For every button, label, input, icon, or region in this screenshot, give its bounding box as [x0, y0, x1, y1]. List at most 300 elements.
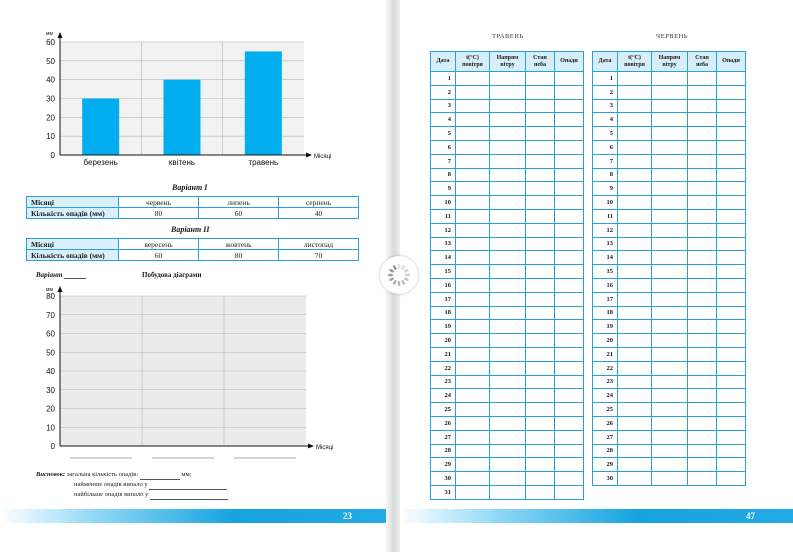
entry-cell[interactable] [618, 85, 652, 99]
table-row [593, 444, 746, 458]
entry-cell[interactable] [490, 430, 526, 444]
footer-band [400, 509, 793, 523]
entry-cell[interactable] [652, 292, 688, 306]
entry-cell[interactable] [618, 320, 652, 334]
entry-cell[interactable] [688, 416, 717, 430]
entry-cell[interactable] [618, 278, 652, 292]
entry-cell[interactable] [652, 196, 688, 210]
entry-cell[interactable] [526, 265, 555, 279]
table-row [593, 154, 746, 168]
entry-cell[interactable] [490, 265, 526, 279]
entry-cell[interactable] [618, 182, 652, 196]
page-number: 23 [343, 511, 352, 521]
entry-cell[interactable] [526, 154, 555, 168]
entry-cell[interactable] [717, 278, 746, 292]
entry-cell[interactable] [490, 292, 526, 306]
entry-cell[interactable] [717, 430, 746, 444]
entry-cell[interactable] [490, 416, 526, 430]
date-cell: 8 [431, 168, 456, 182]
entry-cell[interactable] [526, 223, 555, 237]
entry-cell[interactable] [652, 168, 688, 182]
entry-cell[interactable] [456, 430, 490, 444]
entry-cell[interactable] [456, 306, 490, 320]
entry-cell[interactable] [456, 265, 490, 279]
entry-cell[interactable] [652, 403, 688, 417]
entry-cell[interactable] [555, 168, 584, 182]
date-cell: 30 [593, 472, 618, 486]
entry-cell[interactable] [652, 127, 688, 141]
entry-cell[interactable] [526, 430, 555, 444]
entry-cell[interactable] [618, 403, 652, 417]
entry-cell[interactable] [618, 113, 652, 127]
entry-cell[interactable] [652, 306, 688, 320]
entry-cell[interactable] [456, 458, 490, 472]
entry-cell[interactable] [688, 361, 717, 375]
entry-cell[interactable] [490, 278, 526, 292]
entry-cell[interactable] [490, 347, 526, 361]
entry-cell[interactable] [652, 458, 688, 472]
entry-cell[interactable] [555, 72, 584, 86]
entry-cell[interactable] [555, 223, 584, 237]
entry-cell[interactable] [688, 99, 717, 113]
entry-cell[interactable] [555, 444, 584, 458]
table-row [431, 375, 584, 389]
entry-cell[interactable] [456, 278, 490, 292]
entry-cell[interactable] [717, 458, 746, 472]
entry-cell[interactable] [526, 485, 555, 499]
entry-cell[interactable] [717, 113, 746, 127]
entry-cell[interactable] [688, 265, 717, 279]
entry-cell[interactable] [717, 306, 746, 320]
entry-cell[interactable] [618, 375, 652, 389]
entry-cell[interactable] [717, 182, 746, 196]
entry-cell[interactable] [490, 85, 526, 99]
entry-cell[interactable] [526, 113, 555, 127]
entry-cell[interactable] [688, 444, 717, 458]
entry-cell[interactable] [717, 85, 746, 99]
entry-cell[interactable] [555, 85, 584, 99]
entry-cell[interactable] [526, 444, 555, 458]
entry-cell[interactable] [456, 154, 490, 168]
entry-cell[interactable] [456, 485, 490, 499]
entry-cell[interactable] [555, 265, 584, 279]
entry-cell[interactable] [456, 72, 490, 86]
entry-cell[interactable] [490, 334, 526, 348]
entry-cell[interactable] [652, 182, 688, 196]
col-precip: Опади [555, 52, 584, 72]
entry-cell[interactable] [490, 458, 526, 472]
entry-cell[interactable] [490, 472, 526, 486]
date-cell: 27 [593, 430, 618, 444]
entry-cell[interactable] [490, 113, 526, 127]
entry-cell[interactable] [456, 292, 490, 306]
entry-cell[interactable] [526, 196, 555, 210]
table-row [593, 85, 746, 99]
entry-cell[interactable] [618, 209, 652, 223]
entry-cell[interactable] [688, 127, 717, 141]
entry-cell[interactable] [526, 127, 555, 141]
entry-cell[interactable] [652, 320, 688, 334]
entry-cell[interactable] [717, 72, 746, 86]
entry-cell[interactable] [688, 458, 717, 472]
entry-cell[interactable] [526, 306, 555, 320]
entry-cell[interactable] [652, 472, 688, 486]
entry-cell[interactable] [618, 306, 652, 320]
entry-cell[interactable] [526, 237, 555, 251]
entry-cell[interactable] [618, 389, 652, 403]
entry-cell[interactable] [555, 99, 584, 113]
entry-cell[interactable] [717, 251, 746, 265]
entry-cell[interactable] [652, 85, 688, 99]
entry-cell[interactable] [652, 99, 688, 113]
entry-cell[interactable] [490, 320, 526, 334]
entry-cell[interactable] [618, 99, 652, 113]
variant1-table [26, 196, 359, 219]
entry-cell[interactable] [688, 209, 717, 223]
entry-cell[interactable] [490, 196, 526, 210]
entry-cell[interactable] [555, 154, 584, 168]
entry-cell[interactable] [688, 182, 717, 196]
entry-cell[interactable] [618, 237, 652, 251]
entry-cell[interactable] [490, 223, 526, 237]
entry-cell[interactable] [555, 430, 584, 444]
entry-cell[interactable] [688, 292, 717, 306]
entry-cell[interactable] [618, 472, 652, 486]
entry-cell[interactable] [490, 361, 526, 375]
entry-cell[interactable] [490, 306, 526, 320]
entry-cell[interactable] [717, 472, 746, 486]
date-cell: 9 [431, 182, 456, 196]
entry-cell[interactable] [618, 458, 652, 472]
entry-cell[interactable] [555, 347, 584, 361]
table-row [593, 347, 746, 361]
table-row [593, 416, 746, 430]
entry-cell[interactable] [652, 375, 688, 389]
entry-cell[interactable] [717, 196, 746, 210]
date-cell: 19 [593, 320, 618, 334]
entry-cell[interactable] [652, 389, 688, 403]
entry-cell[interactable] [526, 334, 555, 348]
entry-cell[interactable] [652, 251, 688, 265]
entry-cell[interactable] [456, 389, 490, 403]
table-row [431, 292, 584, 306]
date-cell: 21 [593, 347, 618, 361]
entry-cell[interactable] [618, 154, 652, 168]
date-cell: 23 [593, 375, 618, 389]
entry-cell[interactable] [717, 99, 746, 113]
entry-cell[interactable] [652, 140, 688, 154]
entry-cell[interactable] [618, 416, 652, 430]
entry-cell[interactable] [456, 347, 490, 361]
entry-cell[interactable] [717, 403, 746, 417]
entry-cell[interactable] [555, 472, 584, 486]
entry-cell[interactable] [717, 154, 746, 168]
entry-cell[interactable] [555, 334, 584, 348]
table-cell: липень [199, 197, 279, 208]
entry-cell[interactable] [652, 237, 688, 251]
entry-cell[interactable] [652, 444, 688, 458]
entry-cell[interactable] [490, 444, 526, 458]
entry-cell[interactable] [717, 320, 746, 334]
entry-cell[interactable] [456, 416, 490, 430]
entry-cell[interactable] [618, 251, 652, 265]
col-wind: Напрям вітру [652, 52, 688, 72]
conclusion-line2 [36, 480, 228, 490]
entry-cell[interactable] [555, 196, 584, 210]
entry-cell[interactable] [526, 458, 555, 472]
entry-cell[interactable] [688, 237, 717, 251]
entry-cell[interactable] [555, 416, 584, 430]
entry-cell[interactable] [652, 113, 688, 127]
entry-cell[interactable] [717, 347, 746, 361]
entry-cell[interactable] [490, 168, 526, 182]
entry-cell[interactable] [555, 389, 584, 403]
entry-cell[interactable] [456, 99, 490, 113]
entry-cell[interactable] [555, 251, 584, 265]
entry-cell[interactable] [717, 140, 746, 154]
max-month-blank[interactable] [150, 493, 228, 500]
entry-cell[interactable] [652, 209, 688, 223]
entry-cell[interactable] [652, 430, 688, 444]
entry-cell[interactable] [688, 85, 717, 99]
entry-cell[interactable] [652, 223, 688, 237]
table-cell: 80 [119, 208, 199, 219]
total-blank[interactable] [140, 473, 180, 480]
entry-cell[interactable] [688, 347, 717, 361]
entry-cell[interactable] [555, 237, 584, 251]
entry-cell[interactable] [618, 140, 652, 154]
date-cell: 23 [431, 375, 456, 389]
entry-cell[interactable] [688, 113, 717, 127]
table-row [431, 347, 584, 361]
entry-cell[interactable] [555, 361, 584, 375]
entry-cell[interactable] [717, 237, 746, 251]
conclusion-unit: мм; [181, 471, 192, 478]
y-tick-label: 40 [46, 367, 55, 376]
variant-label: Варіант [36, 271, 63, 279]
entry-cell[interactable] [688, 223, 717, 237]
entry-cell[interactable] [618, 127, 652, 141]
entry-cell[interactable] [618, 223, 652, 237]
spinner-tick [398, 281, 400, 286]
entry-cell[interactable] [555, 485, 584, 499]
entry-cell[interactable] [526, 72, 555, 86]
table-row [431, 168, 584, 182]
table-cell: 60 [119, 250, 199, 261]
entry-cell[interactable] [490, 375, 526, 389]
entry-cell[interactable] [490, 72, 526, 86]
entry-cell[interactable] [526, 361, 555, 375]
entry-cell[interactable] [490, 403, 526, 417]
entry-cell[interactable] [652, 72, 688, 86]
entry-cell[interactable] [688, 430, 717, 444]
row-head-months: Місяці [27, 197, 119, 208]
entry-cell[interactable] [618, 196, 652, 210]
entry-cell[interactable] [456, 444, 490, 458]
entry-cell[interactable] [526, 347, 555, 361]
table-row [27, 208, 359, 219]
entry-cell[interactable] [490, 99, 526, 113]
entry-cell[interactable] [717, 127, 746, 141]
entry-cell[interactable] [717, 389, 746, 403]
entry-cell[interactable] [555, 292, 584, 306]
entry-cell[interactable] [526, 416, 555, 430]
date-cell: 5 [593, 127, 618, 141]
entry-cell[interactable] [652, 416, 688, 430]
entry-cell[interactable] [490, 127, 526, 141]
date-cell: 3 [431, 99, 456, 113]
table-row [593, 361, 746, 375]
entry-cell[interactable] [717, 375, 746, 389]
entry-cell[interactable] [555, 375, 584, 389]
entry-cell[interactable] [526, 375, 555, 389]
date-cell: 18 [593, 306, 618, 320]
entry-cell[interactable] [456, 375, 490, 389]
entry-cell[interactable] [555, 403, 584, 417]
entry-cell[interactable] [526, 99, 555, 113]
entry-cell[interactable] [526, 292, 555, 306]
entry-cell[interactable] [618, 265, 652, 279]
entry-cell[interactable] [555, 113, 584, 127]
entry-cell[interactable] [555, 182, 584, 196]
entry-cell[interactable] [456, 140, 490, 154]
table-row [431, 113, 584, 127]
date-cell: 12 [431, 223, 456, 237]
task-title: Побудова діаграми [142, 271, 202, 279]
entry-cell[interactable] [555, 458, 584, 472]
entry-cell[interactable] [618, 334, 652, 348]
entry-cell[interactable] [717, 209, 746, 223]
entry-cell[interactable] [688, 306, 717, 320]
variant-blank[interactable] [64, 271, 86, 279]
entry-cell[interactable] [688, 154, 717, 168]
entry-cell[interactable] [456, 223, 490, 237]
date-cell: 16 [431, 278, 456, 292]
entry-cell[interactable] [688, 375, 717, 389]
entry-cell[interactable] [526, 403, 555, 417]
table-row [431, 85, 584, 99]
entry-cell[interactable] [555, 209, 584, 223]
entry-cell[interactable] [688, 334, 717, 348]
entry-cell[interactable] [456, 237, 490, 251]
entry-cell[interactable] [456, 251, 490, 265]
entry-cell[interactable] [555, 320, 584, 334]
entry-cell[interactable] [688, 472, 717, 486]
left-page [0, 0, 388, 552]
entry-cell[interactable] [717, 265, 746, 279]
entry-cell[interactable] [456, 113, 490, 127]
entry-cell[interactable] [688, 320, 717, 334]
entry-cell[interactable] [717, 168, 746, 182]
y-axis-arrow-icon [58, 32, 63, 38]
entry-cell[interactable] [688, 251, 717, 265]
entry-cell[interactable] [526, 251, 555, 265]
entry-cell[interactable] [688, 196, 717, 210]
entry-cell[interactable] [555, 140, 584, 154]
entry-cell[interactable] [618, 430, 652, 444]
entry-cell[interactable] [526, 472, 555, 486]
spinner-tick [388, 274, 393, 276]
y-tick-label: 30 [46, 94, 55, 104]
entry-cell[interactable] [555, 127, 584, 141]
entry-cell[interactable] [456, 472, 490, 486]
entry-cell[interactable] [555, 278, 584, 292]
entry-cell[interactable] [618, 168, 652, 182]
entry-cell[interactable] [456, 127, 490, 141]
entry-cell[interactable] [688, 72, 717, 86]
entry-cell[interactable] [618, 444, 652, 458]
entry-cell[interactable] [490, 182, 526, 196]
entry-cell[interactable] [526, 320, 555, 334]
table-row [431, 416, 584, 430]
entry-cell[interactable] [717, 416, 746, 430]
table-row [27, 197, 359, 208]
entry-cell[interactable] [526, 168, 555, 182]
entry-cell[interactable] [456, 361, 490, 375]
x-axis-arrow-icon [308, 444, 314, 449]
entry-cell[interactable] [526, 182, 555, 196]
month-title-june: ЧЕРВЕНЬ [656, 33, 689, 40]
table-cell: 70 [279, 250, 359, 261]
entry-cell[interactable] [618, 72, 652, 86]
entry-cell[interactable] [652, 154, 688, 168]
entry-cell[interactable] [526, 389, 555, 403]
table-row [593, 209, 746, 223]
entry-cell[interactable] [688, 168, 717, 182]
min-month-blank[interactable] [149, 483, 227, 490]
entry-cell[interactable] [618, 361, 652, 375]
entry-cell[interactable] [456, 403, 490, 417]
entry-cell[interactable] [717, 292, 746, 306]
entry-cell[interactable] [618, 347, 652, 361]
entry-cell[interactable] [456, 168, 490, 182]
entry-cell[interactable] [490, 389, 526, 403]
entry-cell[interactable] [652, 278, 688, 292]
entry-cell[interactable] [456, 320, 490, 334]
entry-cell[interactable] [456, 85, 490, 99]
entry-cell[interactable] [456, 182, 490, 196]
entry-cell[interactable] [456, 209, 490, 223]
entry-cell[interactable] [456, 196, 490, 210]
entry-cell[interactable] [717, 334, 746, 348]
entry-cell[interactable] [490, 209, 526, 223]
entry-cell[interactable] [490, 154, 526, 168]
entry-cell[interactable] [490, 140, 526, 154]
entry-cell[interactable] [652, 361, 688, 375]
entry-cell[interactable] [526, 278, 555, 292]
entry-cell[interactable] [688, 403, 717, 417]
bar [82, 99, 119, 156]
entry-cell[interactable] [652, 265, 688, 279]
entry-cell[interactable] [526, 85, 555, 99]
entry-cell[interactable] [526, 140, 555, 154]
entry-cell[interactable] [652, 334, 688, 348]
entry-cell[interactable] [688, 278, 717, 292]
entry-cell[interactable] [717, 361, 746, 375]
entry-cell[interactable] [555, 306, 584, 320]
entry-cell[interactable] [490, 485, 526, 499]
entry-cell[interactable] [688, 389, 717, 403]
entry-cell[interactable] [456, 334, 490, 348]
entry-cell[interactable] [526, 209, 555, 223]
entry-cell[interactable] [688, 140, 717, 154]
entry-cell[interactable] [618, 292, 652, 306]
entry-cell[interactable] [717, 223, 746, 237]
entry-cell[interactable] [652, 347, 688, 361]
entry-cell[interactable] [490, 251, 526, 265]
entry-cell[interactable] [717, 444, 746, 458]
entry-cell[interactable] [490, 237, 526, 251]
